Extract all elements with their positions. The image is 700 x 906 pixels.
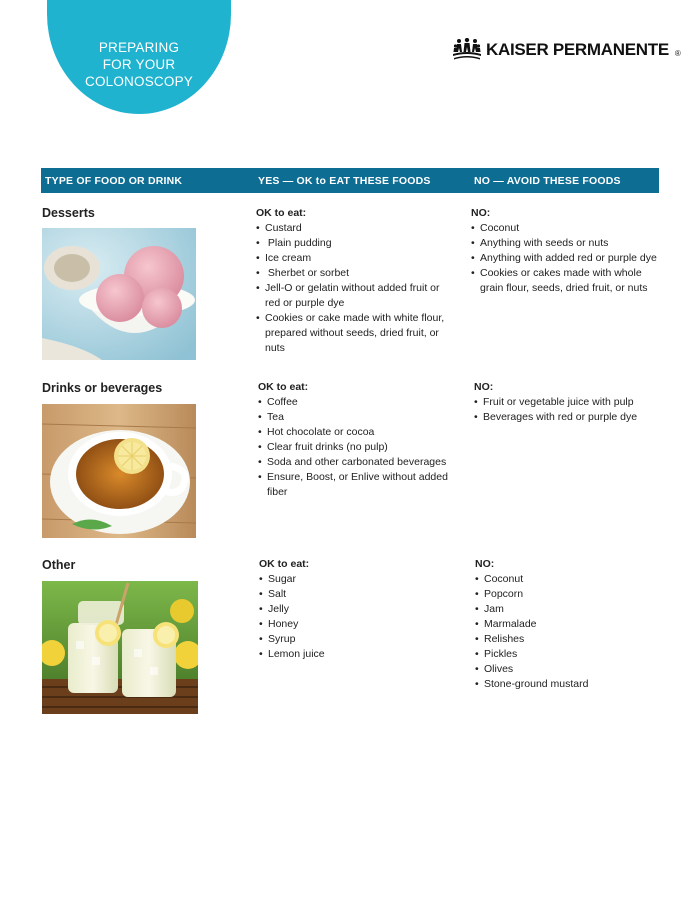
- tea-cup-photo: [42, 404, 196, 538]
- no-column: [474, 380, 659, 425]
- list-item: • Coffee: [258, 395, 448, 410]
- list-item: • Jelly: [259, 602, 449, 617]
- list-item: • Fruit or vegetable juice with pulp: [474, 395, 659, 410]
- list-item: • Ice cream: [256, 251, 446, 266]
- list-item: • Hot chocolate or cocoa: [258, 425, 448, 440]
- list-item: • Clear fruit drinks (no pulp): [258, 440, 448, 455]
- no-heading: NO:: [474, 381, 494, 393]
- yes-heading: OK to eat:: [256, 207, 307, 219]
- list-item: • Anything with seeds or nuts: [471, 236, 659, 251]
- list-item: • Soda and other carbonated beverages: [258, 455, 448, 470]
- list-item: • Olives: [475, 662, 659, 677]
- title-badge: [47, 0, 231, 114]
- category-label: Other: [42, 558, 76, 572]
- yes-list: [259, 572, 449, 662]
- list-item: • Relishes: [475, 632, 659, 647]
- list-item: • Sherbet or sorbet: [256, 266, 446, 281]
- list-item: • Honey: [259, 617, 449, 632]
- title-line-1: PREPARING: [98, 40, 180, 55]
- list-item: • Coconut: [475, 572, 659, 587]
- list-item: • Stone-ground mustard: [475, 677, 659, 692]
- list-item: • Lemon juice: [259, 647, 449, 662]
- yes-heading: OK to eat:: [258, 381, 309, 393]
- brand-name: KAISER PERMANENTE: [486, 40, 669, 59]
- title-line-2: FOR YOUR: [102, 57, 176, 72]
- no-column: [471, 206, 659, 296]
- category-label: Desserts: [42, 206, 95, 220]
- list-item: • Cookies or cake made with white flour, prepared without seeds, dried fruit, or nuts: [256, 311, 446, 356]
- yes-list: [258, 395, 448, 500]
- header-type: TYPE OF FOOD OR DRINK: [45, 175, 183, 187]
- no-list: [474, 395, 659, 425]
- list-item: • Custard: [256, 221, 446, 236]
- category-label: Drinks or beverages: [42, 381, 163, 395]
- list-item: • Pickles: [475, 647, 659, 662]
- list-item: • Anything with added red or purple dye: [471, 251, 659, 266]
- list-item: • Beverages with red or purple dye: [474, 410, 659, 425]
- yes-column: [258, 380, 448, 500]
- lemonade-photo: [42, 581, 198, 714]
- kaiser-permanente-logo: [453, 38, 681, 62]
- yes-column: [259, 557, 449, 662]
- list-item: • Popcorn: [475, 587, 659, 602]
- yes-heading: OK to eat:: [259, 558, 310, 570]
- list-item: • Salt: [259, 587, 449, 602]
- ice-cream-photo: [42, 228, 196, 360]
- list-item: • Ensure, Boost, or Enlive without added fiber: [258, 470, 448, 500]
- header-yes: YES — OK to EAT THESE FOODS: [258, 175, 431, 187]
- list-item: • Tea: [258, 410, 448, 425]
- kp-figures-icon: [453, 38, 481, 62]
- list-item: • Plain pudding: [256, 236, 446, 251]
- list-item: • Marmalade: [475, 617, 659, 632]
- list-item: • Cookies or cakes made with whole grain flour, seeds, dried fruit, or nuts: [471, 266, 659, 296]
- list-item: • Jam: [475, 602, 659, 617]
- table-header: [41, 168, 659, 193]
- list-item: • Jell-O or gelatin without added fruit or red or purple dye: [256, 281, 446, 311]
- list-item: • Sugar: [259, 572, 449, 587]
- header-no: NO — AVOID THESE FOODS: [474, 175, 621, 187]
- title-line-3: COLONOSCOPY: [85, 74, 193, 89]
- list-item: • Coconut: [471, 221, 659, 236]
- title-badge-text: [85, 39, 193, 90]
- yes-list: [256, 221, 446, 356]
- no-heading: NO:: [471, 207, 491, 219]
- no-list: [471, 221, 659, 296]
- registered-mark: ®: [674, 48, 681, 58]
- list-item: • Syrup: [259, 632, 449, 647]
- yes-column: [256, 206, 446, 356]
- no-column: [475, 557, 659, 692]
- no-heading: NO:: [475, 558, 495, 570]
- no-list: [475, 572, 659, 692]
